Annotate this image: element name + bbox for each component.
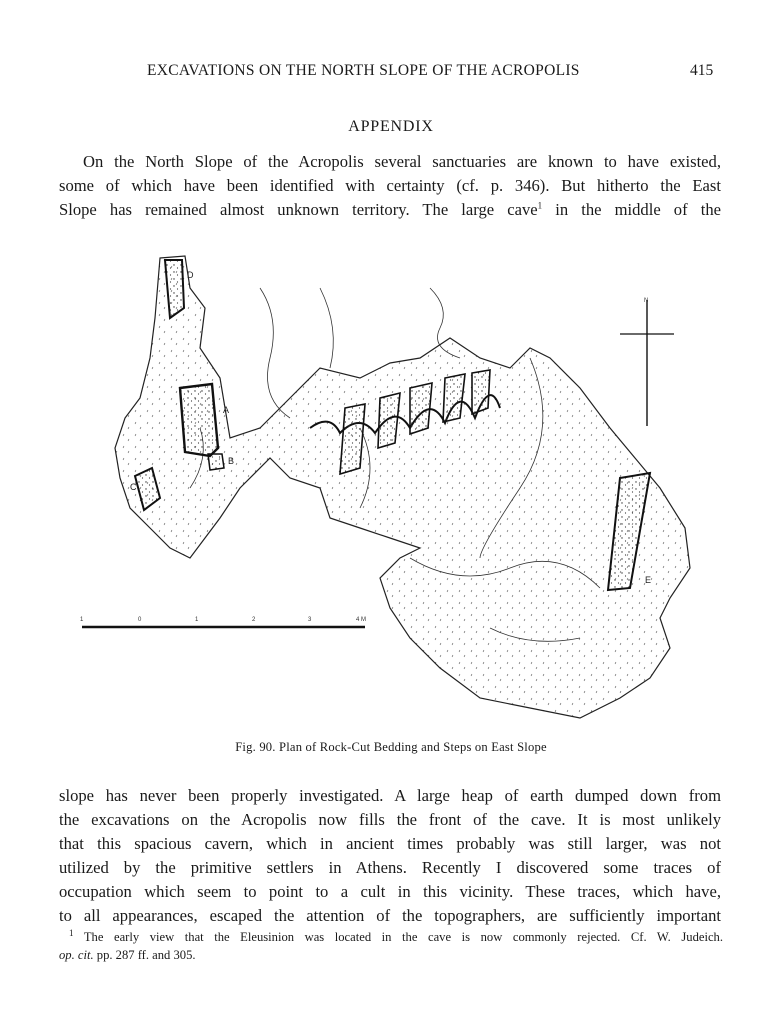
paragraph-line: to all appearances, escaped the attention of the topographers, are sufficiently important — [59, 906, 721, 925]
running-head — [0, 62, 782, 86]
north-label: N — [644, 298, 649, 304]
scale-tick: 1 — [195, 617, 199, 623]
rock-crack — [260, 288, 290, 418]
label-a: A — [223, 405, 230, 415]
running-title: EXCAVATIONS ON THE NORTH SLOPE OF THE ACROPOLIS — [147, 62, 580, 79]
rock-crack — [320, 288, 333, 368]
scale-tick: 4 M — [356, 617, 367, 623]
paragraph-line: occupation which seem to point to a cult in this vicinity. These traces, which have, — [59, 882, 721, 901]
scale-tick: 0 — [138, 617, 142, 623]
rock-outline — [115, 256, 690, 718]
paragraph-line-text: Slope has remained almost unknown territory. The large cave — [59, 200, 538, 219]
paragraph-line: some of which have been identified with certainty (cf. p. 346). But hitherto the East — [59, 176, 721, 195]
footnote-ref-marker: 1 — [537, 200, 543, 211]
scale-tick: 3 — [308, 617, 312, 623]
paragraph-line — [59, 198, 721, 222]
label-d: D — [187, 270, 194, 280]
scale-tick: 1 — [80, 617, 84, 623]
paragraph-body — [59, 784, 721, 928]
north-arrow — [620, 298, 674, 426]
paragraph-line: the excavations on the Acropolis now fills the front of the cave. It is most unlikely — [59, 810, 721, 829]
footnote-ref-rest: pp. 287 ff. and 305. — [93, 948, 196, 962]
paragraph-intro — [59, 150, 721, 222]
section-heading: APPENDIX — [348, 118, 434, 135]
footnote-line — [59, 946, 723, 964]
footnote-marker: 1 — [69, 927, 74, 938]
figure-caption: Fig. 90. Plan of Rock-Cut Bedding and Steps on East Slope — [235, 740, 547, 754]
label-e: E — [645, 575, 652, 585]
page-number: 415 — [690, 62, 714, 79]
paragraph-line: that this spacious cavern, which in ancient times probably was still larger, was not — [59, 834, 721, 853]
footnote — [59, 928, 723, 964]
scale-bar — [80, 617, 366, 627]
footnote-line — [59, 928, 723, 946]
paragraph-line: slope has never been properly investigated. A large heap of earth dumped down from — [59, 786, 721, 805]
footnote-ref-italic: op. cit. — [59, 948, 94, 962]
plan-drawing — [60, 228, 724, 728]
footnote-text: The early view that the Eleusinion was located in the cave is now commonly rejected. Cf. W. Judeich. — [73, 930, 723, 944]
paragraph-line: utilized by the primitive settlers in Athens. Recently I discovered some traces of — [59, 858, 721, 877]
figure-plan — [60, 228, 724, 728]
paragraph-line-tail: in the middle of the — [542, 200, 721, 219]
label-c: C — [130, 482, 137, 492]
paragraph-line: On the North Slope of the Acropolis several sanctuaries are known to have existed, — [83, 152, 721, 171]
scale-tick: 2 — [252, 617, 256, 623]
bedding-b — [208, 454, 224, 470]
bedding-a — [180, 384, 218, 456]
label-b: B — [228, 456, 235, 466]
